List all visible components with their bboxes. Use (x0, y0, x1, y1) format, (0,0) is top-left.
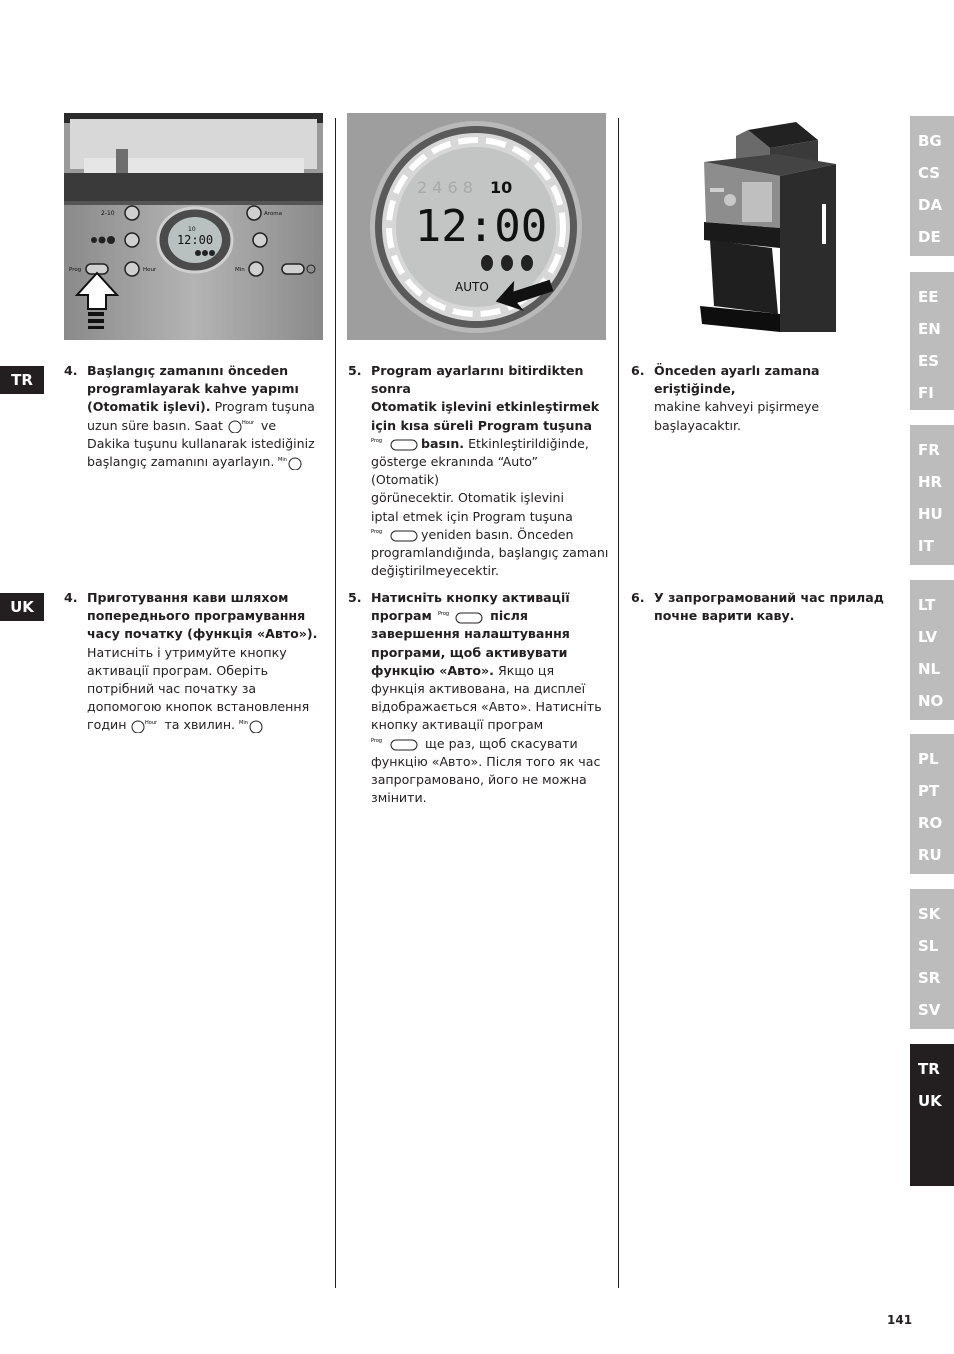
lang-code[interactable]: NL (918, 660, 941, 678)
uk-step5-text: ще раз, щоб скасувати (421, 735, 578, 751)
uk-step5-bold-line: Натисніть кнопку активації (371, 590, 570, 605)
tr-step5-text: görünecektir. Otomatik işlevini (371, 490, 565, 506)
tr-step4-text: Dakika tuşunu kullanarak istediğiniz (87, 435, 315, 451)
lang-code[interactable]: SL (918, 937, 939, 955)
hour-button[interactable] (125, 262, 139, 276)
uk-step4-bold-line: часу початку (функція «Авто»). (87, 626, 318, 642)
uk-step5-text: Якщо ця (493, 662, 555, 678)
uk-step5-text: відображається «Авто». Натисніть (371, 699, 602, 715)
lang-code-current[interactable]: UK (918, 1092, 942, 1110)
lang-group-3 (910, 425, 954, 565)
prog-icon-label: Prog (371, 438, 383, 445)
lang-code[interactable]: PT (918, 782, 940, 800)
step-number: 5. (348, 590, 362, 605)
tr-step6-text: makine kahveyi pişirmeye (654, 399, 820, 415)
display-small-digits: 2 4 6 8 (417, 178, 473, 197)
hour-icon-label: Hour (145, 719, 158, 726)
lang-group-7-current (910, 1044, 954, 1186)
tr-step5-text: yeniden basın. Önceden (421, 526, 574, 542)
lang-code[interactable]: PL (918, 750, 939, 768)
tr-step6-bold-line: Önceden ayarlı zamana eriştiğinde, (654, 363, 820, 397)
panel-label-aroma: Aroma (264, 211, 282, 217)
lang-group-6 (910, 889, 954, 1029)
tr-step5-bold-line: Program ayarlarını bitirdikten sonra (371, 363, 584, 397)
min-button-icon (239, 719, 265, 733)
uk-step5-text: кнопку активації програм (371, 717, 544, 733)
hour-button-icon (227, 419, 257, 433)
lang-code[interactable]: CS (918, 164, 941, 182)
display-count: 10 (490, 178, 513, 197)
lang-code[interactable]: FR (918, 441, 940, 459)
aroma-button[interactable] (247, 206, 261, 220)
prog-icon-label: Prog (437, 610, 449, 617)
lang-code-current[interactable]: TR (918, 1060, 940, 1078)
prog-button-icon (371, 528, 421, 542)
lang-code[interactable]: EN (918, 320, 941, 338)
figure-coffee-machine (696, 118, 844, 336)
uk-step5-text: функцію «Авто». Після того як час (371, 753, 601, 769)
column-divider-2 (618, 118, 619, 1288)
display-illustration (347, 113, 606, 340)
uk-step4-text: потрібний час початку за (87, 681, 257, 697)
column-divider-1 (335, 118, 336, 1288)
strength-button[interactable] (125, 233, 139, 247)
panel-lcd-time: 12:00 (176, 233, 214, 247)
lang-code[interactable]: IT (918, 537, 934, 555)
lang-code[interactable]: EE (918, 288, 939, 306)
tr-step4-text: Program tuşuna (210, 399, 315, 415)
tr-step5-text: gösterge ekranında “Auto” (Otomatik) (371, 454, 538, 488)
uk-step5-bold-line: програм (371, 608, 432, 624)
lang-code[interactable]: BG (918, 132, 942, 150)
figure-control-panel (64, 113, 323, 340)
lang-tag-tr: TR (0, 366, 44, 394)
uk-step4-text: Натисніть і утримуйте кнопку (87, 644, 287, 660)
lang-code[interactable]: SR (918, 969, 941, 987)
display-auto-label: AUTO (455, 280, 489, 294)
step-number: 6. (631, 590, 645, 605)
uk-step6-bold-line: почне варити каву. (654, 608, 795, 624)
figure-display (347, 113, 606, 340)
lang-group-5 (910, 734, 954, 874)
panel-label-hour: Hour (143, 267, 157, 273)
step-number: 4. (64, 590, 78, 605)
prog-icon-label: Prog (371, 529, 383, 536)
panel-label-prog: Prog (69, 267, 82, 273)
lang-code[interactable]: DA (918, 196, 943, 214)
control-panel-illustration (64, 113, 323, 340)
grind-button[interactable] (253, 233, 267, 247)
lang-code[interactable]: FI (918, 384, 934, 402)
lang-code[interactable]: NO (918, 692, 944, 710)
step-number: 6. (631, 363, 645, 378)
tr-step4-text: uzun süre basın. Saat (87, 417, 223, 433)
prog-icon-label: Prog (371, 738, 383, 745)
panel-label-min: Min (235, 267, 245, 273)
uk-step5-bold-line: завершення налаштування (371, 626, 570, 642)
uk-step4-text: допомогою кнопок встановлення (87, 699, 310, 715)
lang-code[interactable]: DE (918, 228, 941, 246)
uk-step4-text: активації програм. Оберіть (87, 662, 269, 678)
page-number: 141 (887, 1313, 913, 1327)
uk-step5-bold-line: після (485, 608, 528, 624)
lang-code[interactable]: SK (918, 905, 941, 923)
tr-step5-bold-line: için kısa süreli Program tuşuna (371, 417, 592, 433)
uk-step6-bold-line: У запрограмований час прилад (654, 590, 884, 605)
step-number: 5. (348, 363, 362, 378)
tr-step5-bold-press: basın. (421, 435, 465, 451)
tr-step4-bold-line3: (Otomatik işlevi). (87, 399, 211, 415)
min-button[interactable] (249, 262, 263, 276)
min-icon-label: Min (239, 719, 248, 726)
tr-step4-text: başlangıç zamanını ayarlayın. (87, 454, 275, 470)
tr-step6-text: başlayacaktır. (654, 417, 742, 433)
uk-step4-text: та хвилин. (160, 717, 236, 733)
panel-label-cups: 2-10 (101, 210, 115, 217)
lang-code[interactable]: LT (918, 596, 936, 614)
uk-step5-text: запрограмовано, його не можна (371, 772, 587, 788)
min-button-icon (278, 456, 304, 470)
tr-step5-text: programlandığında, başlangıç zamanı (371, 545, 609, 561)
prog-button-icon (371, 437, 421, 451)
lang-code[interactable]: RU (918, 846, 942, 864)
step-number: 4. (64, 363, 78, 378)
uk-step4-bold-line: Приготування кави шляхом (87, 590, 289, 605)
hour-button-icon (130, 719, 160, 733)
lang-code[interactable]: ES (918, 352, 940, 370)
uk-step5-bold-line: програми, щоб активувати (371, 644, 568, 660)
tr-step4-text: ve (256, 417, 277, 433)
uk-step5-text: змінити. (371, 790, 427, 806)
uk-step4-text: годин (87, 717, 127, 733)
power-button[interactable] (282, 264, 304, 274)
uk-step5-bold-line: функцію «Авто». (371, 662, 494, 678)
uk-step5-text: функція активована, на дисплеї (371, 681, 586, 697)
cups-button[interactable] (125, 206, 139, 220)
tr-step5-bold-line: Otomatik işlevini etkinleştirmek (371, 399, 600, 415)
lang-code[interactable]: LV (918, 628, 938, 646)
coffee-machine-illustration (696, 118, 844, 336)
prog-button-icon (436, 610, 486, 624)
tr-step5-text: iptal etmek için Program tuşuna (371, 508, 573, 524)
tr-step4-bold-line1: Başlangıç zamanını önceden (87, 363, 289, 378)
lang-code[interactable]: HR (918, 473, 943, 491)
uk-step4-bold-line: попереднього програмування (87, 608, 306, 624)
min-icon-label: Min (278, 456, 288, 463)
tr-step5-text: değiştirilmeyecektir. (371, 563, 500, 579)
tr-step4-bold-line2: programlayarak kahve yapımı (87, 381, 299, 397)
lang-group-1 (910, 116, 954, 256)
lang-code[interactable]: HU (918, 505, 943, 523)
panel-lcd-count: 10 (188, 226, 196, 233)
lang-group-4 (910, 580, 954, 720)
lang-code[interactable]: RO (918, 814, 943, 832)
tr-step5-text: Etkinleştirildiğinde, (464, 435, 589, 451)
hour-icon-label: Hour (241, 420, 254, 427)
lang-group-2 (910, 272, 954, 410)
display-time: 12:00 (414, 201, 548, 252)
lang-tag-uk: UK (0, 593, 44, 621)
prog-button-icon (371, 737, 421, 751)
lang-code[interactable]: SV (918, 1001, 941, 1019)
